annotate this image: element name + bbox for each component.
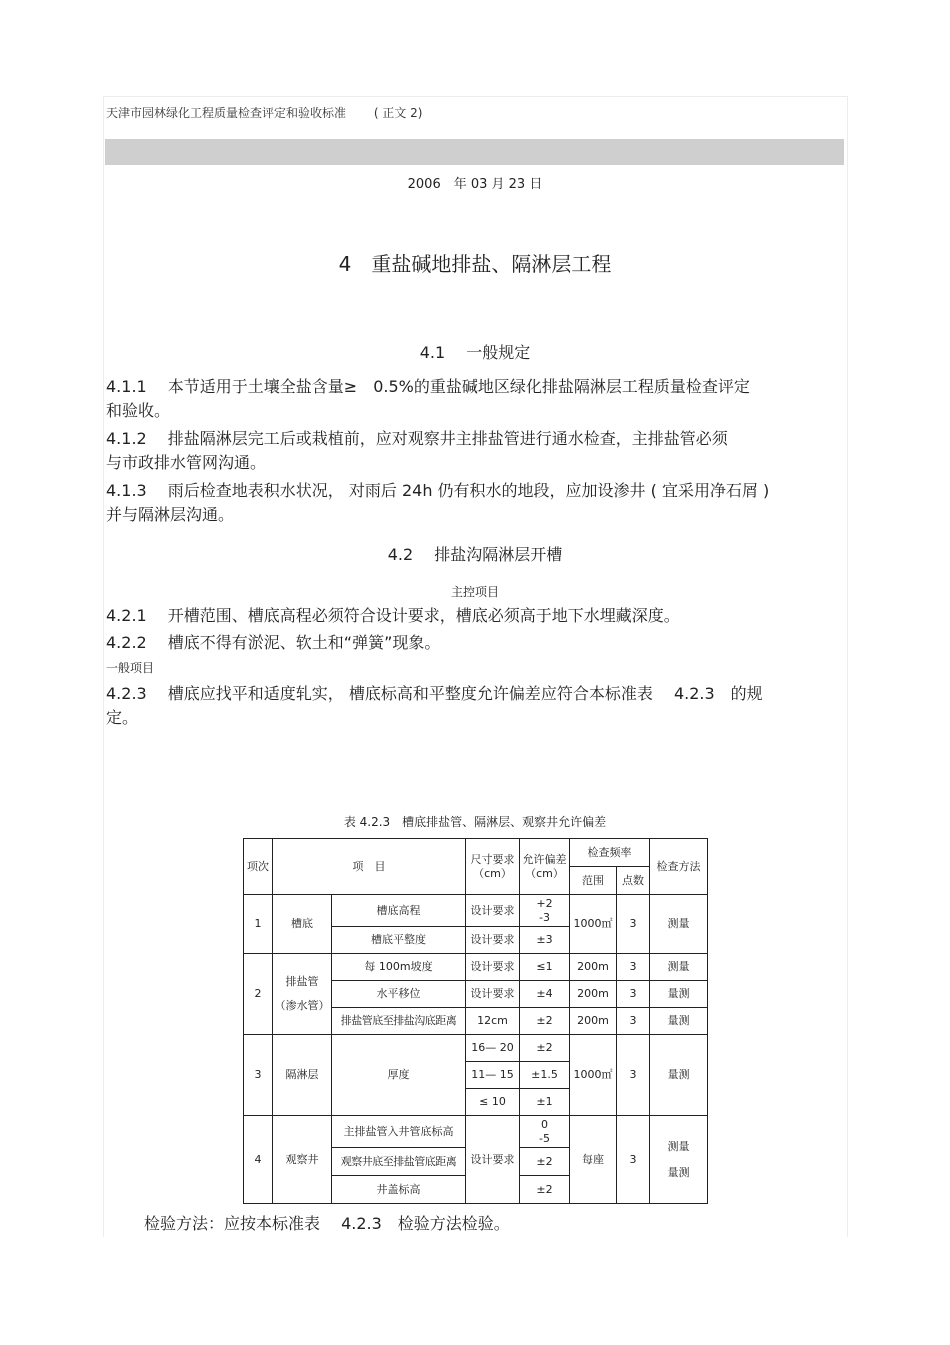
cell-no: 3 xyxy=(244,1035,273,1116)
cell-tolerance: ±3 xyxy=(520,927,570,954)
general-items-label: 一般项目 xyxy=(106,661,155,675)
cell-range: 1000㎡ xyxy=(570,1035,617,1116)
cell-tolerance: ±2 xyxy=(520,1008,570,1035)
cell-item: 槽底平整度 xyxy=(332,927,466,954)
cell-item: 排盐管底至排盐沟底距离 xyxy=(332,1008,466,1035)
header-frequency: 检查频率 xyxy=(570,839,650,867)
para-4-1-3-line1: 4.1.3 雨后检查地表积水状况， 对雨后 24h 仍有积水的地段，应加设渗井 ( 宜采用净石屑 ) xyxy=(106,481,770,500)
section-4-2-title: 4.2 排盐沟隔淋层开槽 xyxy=(387,545,563,564)
cell-name: 槽底 xyxy=(273,895,332,954)
cell-size: 11— 15 xyxy=(466,1062,520,1089)
table-row xyxy=(244,1116,708,1148)
table-row xyxy=(244,895,708,927)
header-bar xyxy=(105,139,844,165)
cell-size: ≤ 10 xyxy=(466,1089,520,1116)
para-4-2-3-line1: 4.2.3 槽底应找平和适度轧实， 槽底标高和平整度允许偏差应符合本标准表 4.2.3 的规 xyxy=(106,684,763,703)
cell-item: 井盖标高 xyxy=(332,1176,466,1204)
cell-tolerance: ±1.5 xyxy=(520,1062,570,1089)
cell-method: 测量 xyxy=(650,895,708,954)
cell-points: 3 xyxy=(617,1008,650,1035)
cell-no: 4 xyxy=(244,1116,273,1204)
cell-tolerance: ≤1 xyxy=(520,954,570,981)
cell-method: 量测 xyxy=(650,1008,708,1035)
header-points: 点数 xyxy=(617,867,650,895)
cell-item: 厚度 xyxy=(332,1035,466,1116)
cell-method: 测量 xyxy=(650,954,708,981)
cell-item: 每 100m坡度 xyxy=(332,954,466,981)
chapter-title: 4 重盐碱地排盐、隔淋层工程 xyxy=(338,252,612,276)
cell-range: 1000㎡ xyxy=(570,895,617,954)
cell-tolerance: ±4 xyxy=(520,981,570,1008)
cell-method: 量测 xyxy=(650,981,708,1008)
cell-name: 隔淋层 xyxy=(273,1035,332,1116)
cell-range: 200m xyxy=(570,981,617,1008)
cell-tolerance: +2 -3 xyxy=(520,895,570,927)
cell-points: 3 xyxy=(617,981,650,1008)
cell-method: 量测 xyxy=(650,1035,708,1116)
table-row xyxy=(244,954,708,981)
cell-points: 3 xyxy=(617,954,650,981)
cell-tolerance: 0 -5 xyxy=(520,1116,570,1148)
cell-name: 观察井 xyxy=(273,1116,332,1204)
cell-size: 设计要求 xyxy=(466,981,520,1008)
table-row xyxy=(244,1035,708,1062)
header-method: 检查方法 xyxy=(650,839,708,895)
cell-tolerance: ±2 xyxy=(520,1035,570,1062)
tolerance-table xyxy=(243,838,708,1204)
header-range: 范围 xyxy=(570,867,617,895)
cell-size: 12cm xyxy=(466,1008,520,1035)
main-items-label: 主控项目 xyxy=(450,585,499,599)
cell-size: 设计要求 xyxy=(466,895,520,927)
para-4-1-2-line2: 与市政排水管网沟通。 xyxy=(106,453,267,472)
inspection-method-note: 检验方法：应按本标准表 4.2.3 检验方法检验。 xyxy=(144,1214,510,1233)
para-4-2-2: 4.2.2 槽底不得有淤泥、软土和“弹簧”现象。 xyxy=(106,633,441,652)
para-4-1-1-line1: 4.1.1 本节适用于土壤全盐含量≥ 0.5%的重盐碱地区绿化排盐隔淋层工程质量检查评定 xyxy=(106,377,750,396)
document-header: 天津市园林绿化工程质量检查评定和验收标准 ( 正文 2) xyxy=(106,106,423,120)
header-no: 项次 xyxy=(244,839,273,895)
cell-tolerance: ±2 xyxy=(520,1148,570,1176)
cell-range: 200m xyxy=(570,1008,617,1035)
cell-item: 主排盐管入井管底标高 xyxy=(332,1116,466,1148)
header-item: 项 目 xyxy=(273,839,466,895)
header-size: 尺寸要求（cm） xyxy=(466,839,520,895)
cell-size: 设计要求 xyxy=(466,954,520,981)
cell-points: 3 xyxy=(617,895,650,954)
para-4-2-1: 4.2.1 开槽范围、槽底高程必须符合设计要求，槽底必须高于地下水埋藏深度。 xyxy=(106,606,680,625)
cell-size: 16— 20 xyxy=(466,1035,520,1062)
cell-size: 设计要求 xyxy=(466,1116,520,1204)
cell-item: 槽底高程 xyxy=(332,895,466,927)
cell-no: 2 xyxy=(244,954,273,1035)
cell-points: 3 xyxy=(617,1116,650,1204)
cell-no: 1 xyxy=(244,895,273,954)
header-tolerance: 允许偏差（cm） xyxy=(520,839,570,895)
cell-points: 3 xyxy=(617,1035,650,1116)
section-4-1-title: 4.1 一般规定 xyxy=(419,343,531,362)
cell-method: 测量 量测 xyxy=(650,1116,708,1204)
para-4-2-3-line2: 定。 xyxy=(106,708,139,727)
cell-range: 200m xyxy=(570,954,617,981)
cell-size: 设计要求 xyxy=(466,927,520,954)
cell-range: 每座 xyxy=(570,1116,617,1204)
cell-tolerance: ±2 xyxy=(520,1176,570,1204)
document-date: 2006 年 03 月 23 日 xyxy=(407,177,543,192)
para-4-1-2-line1: 4.1.2 排盐隔淋层完工后或栽植前，应对观察井主排盐管进行通水检查，主排盐管必须 xyxy=(106,429,728,448)
cell-item: 水平移位 xyxy=(332,981,466,1008)
para-4-1-1-line2: 和验收。 xyxy=(106,401,171,420)
cell-tolerance: ±1 xyxy=(520,1089,570,1116)
cell-item: 观察井底至排盐管底距离 xyxy=(332,1148,466,1176)
cell-name: 排盐管 （渗水管） xyxy=(273,954,332,1035)
para-4-1-3-line2: 并与隔淋层沟通。 xyxy=(106,505,235,524)
table-caption: 表 4.2.3 槽底排盐管、隔淋层、观察井允许偏差 xyxy=(343,815,607,829)
